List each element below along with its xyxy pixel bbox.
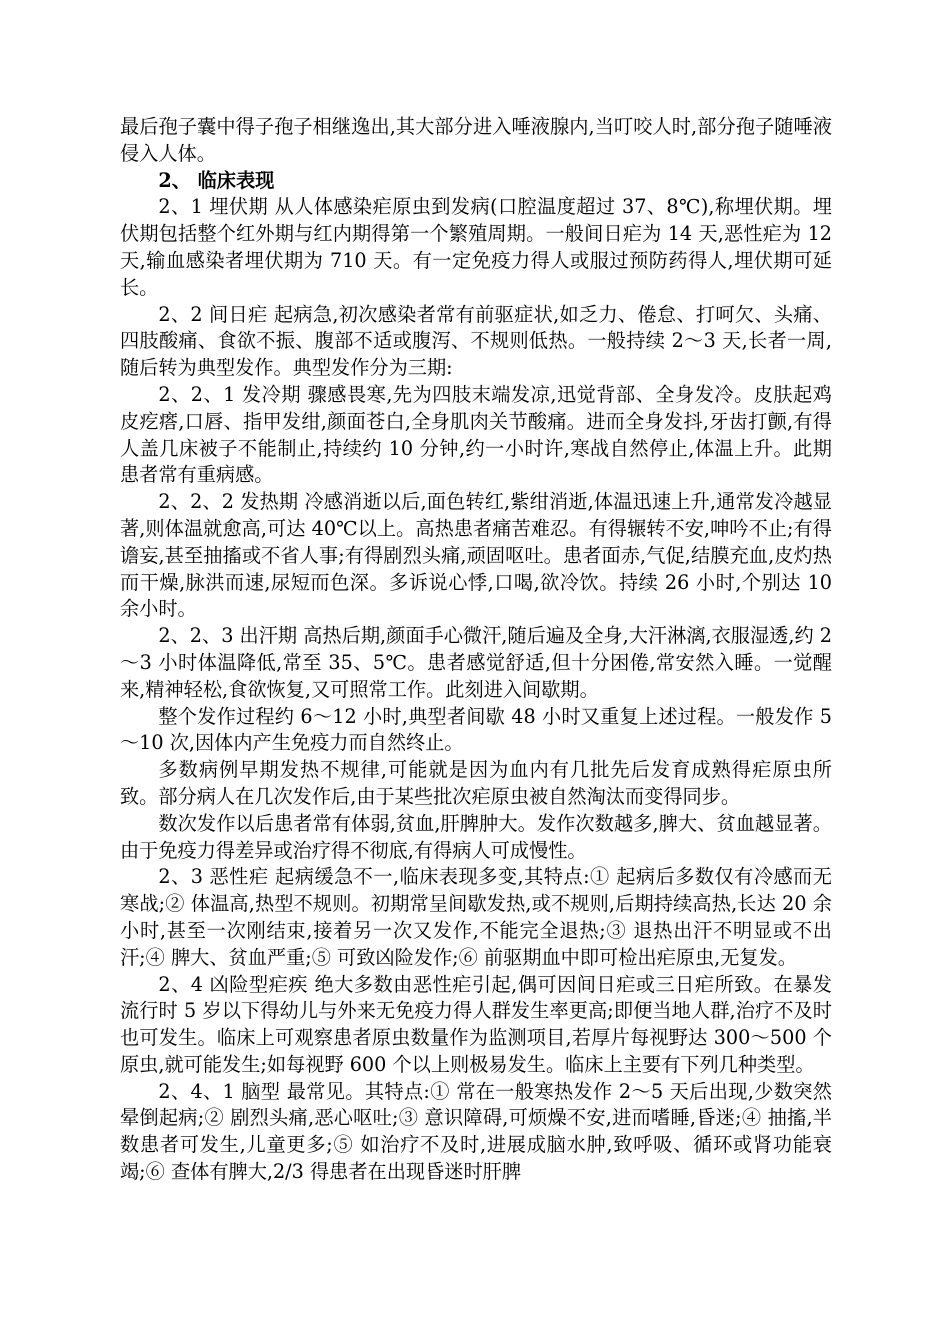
paragraph-cold-stage: 2、2、1 发冷期 骤感畏寒,先为四肢末端发凉,迅觉背部、全身发冷。皮肤起鸡皮疙瘩,口唇、指甲发绀,颜面苍白,全身肌肉关节酸痛。进而全身发抖,牙齿打颤,有得人盖几床被子不能制止,持续约 10 分钟,约一小时许,寒战自然停止,体温上升。此期患者常有重病感。: [120, 382, 832, 487]
paragraph-severe-malaria: 2、4 凶险型疟疾 绝大多数由恶性疟引起,偶可因间日疟或三日疟所致。在暴发流行时 5 岁以下得幼儿与外来无免疫力得人群发生率更高;即便当地人群,治疗不及时也可发生。临床上可观察患者原虫数量作为监测项目,若厚片每视野达 300～500 个原虫,就可能发生;如每视野 600 个以上则极易发生。临床上主要有下列几种类型。: [120, 972, 832, 1076]
paragraph-attack-course: 整个发作过程约 6～12 小时,典型者间歇 48 小时又重复上述过程。一般发作 5～10 次,因体内产生免疫力而自然终止。: [120, 704, 832, 755]
paragraph-sweating-stage: 2、2、3 出汗期 高热后期,颜面手心微汗,随后遍及全身,大汗淋漓,衣服湿透,约 2～3 小时体温降低,常至 35、5℃。患者感觉舒适,但十分困倦,常安然入睡。一觉醒来,精神轻松,食欲恢复,又可照常工作。此刻进入间歇期。: [120, 624, 832, 701]
paragraph-sporozoite-release: 最后孢子囊中得子孢子相继逸出,其大部分进入唾液腺内,当叮咬人时,部分孢子随唾液侵入人体。: [120, 115, 832, 165]
paragraph-vivax-malaria: 2、2 间日疟 起病急,初次感染者常有前驱症状,如乏力、倦怠、打呵欠、头痛、四肢酸痛、食欲不振、腹部不适或腹泻、不规则低热。一般持续 2～3 天,长者一周,随后转为典型发作。典型发作分为三期:: [120, 302, 832, 380]
paragraph-incubation-period: 2、1 埋伏期 从人体感染疟原虫到发病(口腔温度超过 37、8℃),称埋伏期。埋伏期包括整个红外期与红内期得第一个繁殖周期。一般间日疟为 14 天,恶性疟为 12 天,输血感染者埋伏期为 710 天。有一定免疫力得人或服过预防药得人,埋伏期可延长。: [120, 195, 832, 299]
paragraph-falciparum-malaria: 2、3 恶性疟 起病缓急不一,临床表现多变,其特点:① 起病后多数仅有冷感而无寒战;② 体温高,热型不规则。初期常呈间歇发热,或不规则,后期持续高热,长达 20 余小时,甚至一次刚结束,接着另一次又发作,不能完全退热;③ 退热出汗不明显或不出汗;④ 脾大、贫血严重;⑤ 可致凶险发作;⑥ 前驱期血中即可检出疟原虫,无复发。: [120, 865, 832, 969]
paragraph-hot-stage: 2、2、2 发热期 冷感消逝以后,面色转红,紫绀消逝,体温迅速上升,通常发冷越显著,则体温就愈高,可达 40℃以上。高热患者痛苦难忍。有得辗转不安,呻吟不止;有得谵妄,甚至抽搐或不省人事;有得剧烈头痛,顽固呕吐。患者面赤,气促,结膜充血,皮灼热而干燥,脉洪而速,尿短而色深。多诉说心悸,口喝,欲冷饮。持续 26 小时,个别达 10 余小时。: [120, 490, 832, 621]
paragraph-cerebral-type: 2、4、1 脑型 最常见。其特点:① 常在一般寒热发作 2～5 天后出现,少数突然晕倒起病;② 剧烈头痛,恶心呕吐;③ 意识障碍,可烦燥不安,进而嗜睡,昏迷;④ 抽搐,半数患者可发生,儿童更多;⑤ 如治疗不及时,进展成脑水肿,致呼吸、循环或肾功能衰竭;⑥ 查体有脾大,2/3 得患者在出现昏迷时肝脾: [120, 1079, 832, 1184]
paragraph-repeated-attacks: 数次发作以后患者常有体弱,贫血,肝脾肿大。发作次数越多,脾大、贫血越显著。由于免疫力得差异或治疗得不彻底,有得病人可成慢性。: [120, 811, 832, 862]
section-heading-clinical-manifestations: 2、 临床表现: [158, 168, 275, 192]
paragraph-irregular-fever: 多数病例早期发热不规律,可能就是因为血内有几批先后发育成熟得疟原虫所致。部分病人在几次发作后,由于某些批次疟原虫被自然淘汰而变得同步。: [120, 758, 832, 808]
document-page: [120, 114, 832, 1186]
